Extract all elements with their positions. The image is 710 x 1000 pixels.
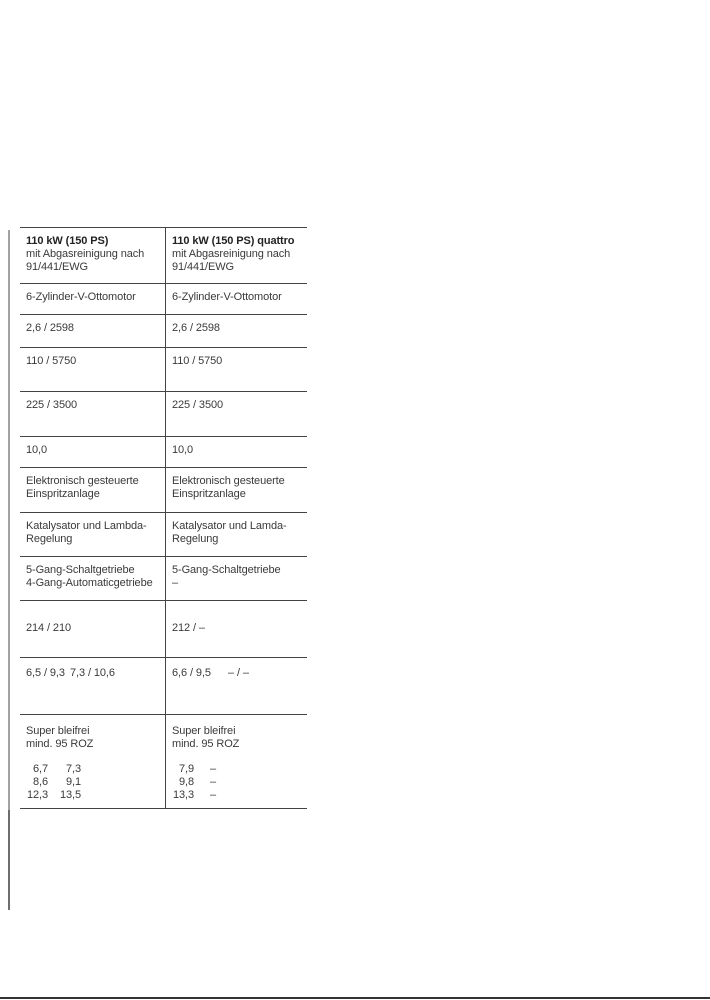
cell-text: 7,3 — [66, 763, 81, 775]
consumption-row — [26, 776, 161, 789]
header-note-left: mit Abgasreinigung nach — [26, 248, 145, 260]
header-cell-right — [166, 228, 307, 283]
cell-text: Elektronisch gesteuerte — [26, 475, 139, 487]
cell-text: Einspritzanlage — [26, 488, 100, 500]
cell-text: 2,6 / 2598 — [172, 322, 220, 334]
table-row-injection — [20, 468, 307, 513]
table-row-fuel — [20, 715, 307, 809]
cell-text: – — [209, 776, 216, 788]
consumption-row — [26, 763, 161, 776]
engine-type-left — [20, 284, 166, 314]
cell-text: Super bleifrei — [172, 725, 236, 737]
power-left — [20, 348, 166, 391]
cell-text: 7,9 — [179, 763, 194, 775]
table-row-engine-type — [20, 284, 307, 315]
cell-text: 225 / 3500 — [172, 399, 223, 411]
value-pair — [172, 667, 303, 680]
cell-text: 13,5 — [59, 789, 81, 801]
header-note-right: mit Abgasreinigung nach — [172, 248, 291, 260]
cell-text: Regelung — [172, 533, 219, 545]
acceleration-left — [20, 658, 166, 714]
table-row-top-speed — [20, 601, 307, 658]
cell-text: – — [209, 763, 216, 775]
displacement-left — [20, 315, 166, 347]
transmission-left — [20, 557, 166, 600]
cell-text: Katalysator und Lamda- — [172, 520, 287, 532]
displacement-right — [166, 315, 307, 347]
cell-text: 12,3 — [26, 789, 48, 801]
compression-left — [20, 437, 166, 467]
cell-text: 10,0 — [172, 444, 194, 456]
table-row-compression — [20, 437, 307, 468]
cell-text: Elektronisch gesteuerte — [172, 475, 285, 487]
value-pair — [26, 667, 161, 680]
torque-right — [166, 392, 307, 436]
table-row-torque — [20, 392, 307, 437]
cell-text: 5-Gang-Schaltgetriebe — [172, 564, 281, 576]
power-right — [166, 348, 307, 391]
cell-text: 4-Gang-Automaticgetriebe — [26, 577, 153, 589]
cell-text: 7,3 / 10,6 — [70, 667, 115, 679]
cell-text: 10,0 — [26, 444, 48, 456]
cell-text: 9,1 — [66, 776, 81, 788]
table-row-power — [20, 348, 307, 392]
cell-text: – / – — [228, 667, 249, 679]
cell-text: Katalysator und Lambda- — [26, 520, 147, 532]
cell-text: 8,6 — [33, 776, 48, 788]
header-norm-right: 91/441/EWG — [172, 261, 234, 273]
transmission-right — [166, 557, 307, 600]
table-row-transmission — [20, 557, 307, 601]
injection-right — [166, 468, 307, 512]
engine-type-right — [166, 284, 307, 314]
consumption-row — [172, 763, 303, 776]
cell-text: mind. 95 ROZ — [26, 738, 94, 750]
cell-text: 6,5 / 9,3 — [26, 667, 65, 679]
page-edge-mark — [8, 230, 10, 810]
header-norm-left: 91/441/EWG — [26, 261, 88, 273]
compression-right — [166, 437, 307, 467]
injection-left — [20, 468, 166, 512]
cell-text: 214 / 210 — [26, 622, 71, 634]
header-title-right: 110 kW (150 PS) quattro — [172, 235, 295, 247]
cell-text: 13,3 — [172, 789, 194, 801]
cell-text: 2,6 / 2598 — [26, 322, 74, 334]
cell-text: 6-Zylinder-V-Ottomotor — [26, 291, 136, 303]
cell-text: Einspritzanlage — [172, 488, 246, 500]
cell-text: Regelung — [26, 533, 73, 545]
cell-text: – — [209, 789, 216, 801]
consumption-row — [172, 789, 303, 802]
emission-control-right — [166, 513, 307, 556]
cell-text: 9,8 — [179, 776, 194, 788]
page-bottom-rule — [0, 997, 710, 999]
cell-text: 212 / – — [172, 622, 205, 634]
table-row-header — [20, 228, 307, 284]
cell-text: mind. 95 ROZ — [172, 738, 240, 750]
fuel-left — [20, 715, 166, 808]
table-row-emission-control — [20, 513, 307, 557]
spec-table — [20, 227, 307, 809]
cell-text: Super bleifrei — [26, 725, 90, 737]
top-speed-right — [166, 601, 307, 657]
cell-text: 6-Zylinder-V-Ottomotor — [172, 291, 282, 303]
header-title-left: 110 kW (150 PS) — [26, 235, 109, 247]
cell-text: 6,6 / 9,5 — [172, 667, 211, 679]
top-speed-left — [20, 601, 166, 657]
fuel-right — [166, 715, 307, 808]
consumption-row — [26, 789, 161, 802]
cell-text: – — [172, 577, 179, 589]
emission-control-left — [20, 513, 166, 556]
cell-text: 5-Gang-Schaltgetriebe — [26, 564, 135, 576]
cell-text: 6,7 — [33, 763, 48, 775]
torque-left — [20, 392, 166, 436]
table-row-acceleration — [20, 658, 307, 715]
header-cell-left — [20, 228, 166, 283]
consumption-row — [172, 776, 303, 789]
cell-text: 110 / 5750 — [172, 355, 223, 367]
cell-text: 110 / 5750 — [26, 355, 77, 367]
page-edge-mark-dark — [8, 810, 10, 910]
acceleration-right — [166, 658, 307, 714]
table-row-displacement — [20, 315, 307, 348]
cell-text: 225 / 3500 — [26, 399, 77, 411]
